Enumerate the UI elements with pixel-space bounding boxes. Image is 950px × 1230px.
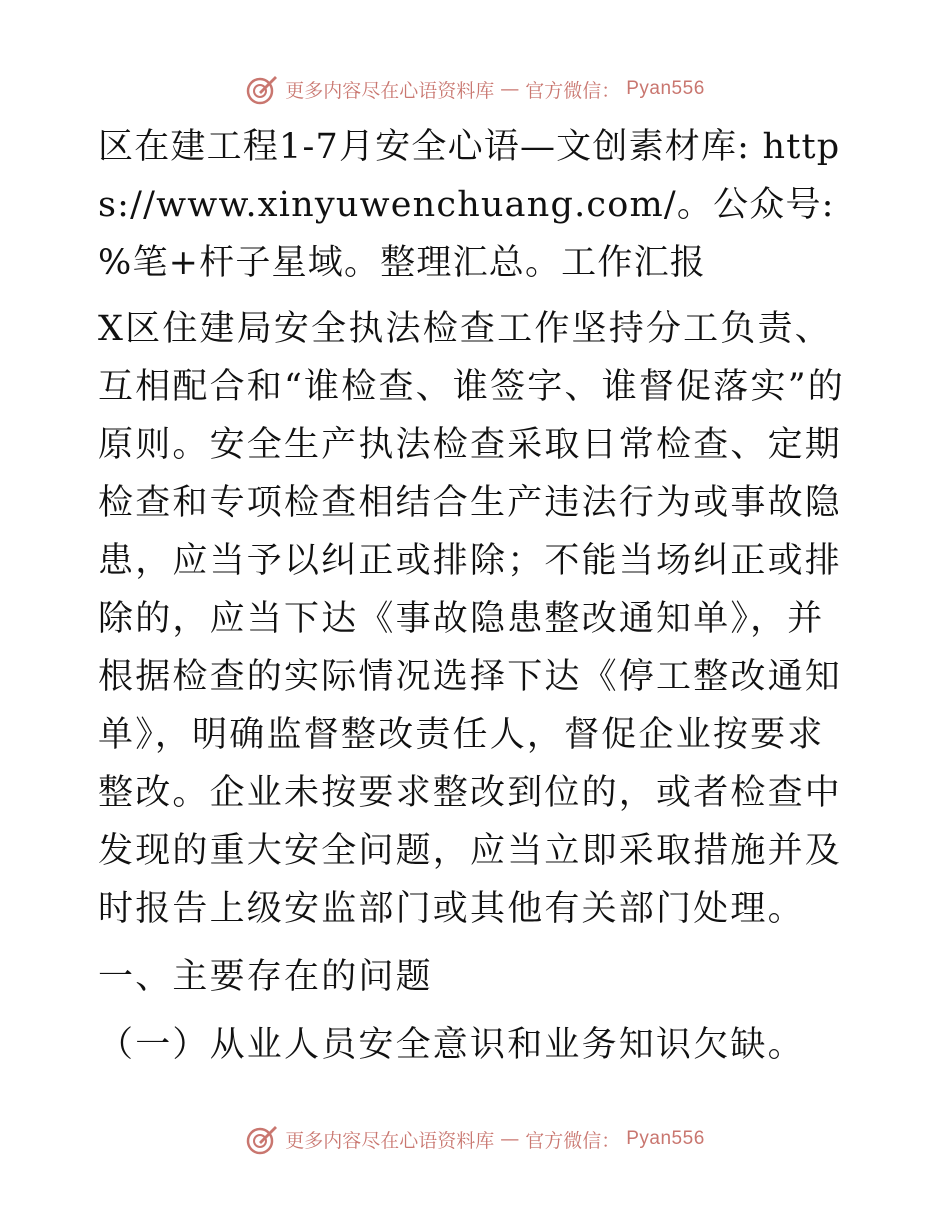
brush-logo-icon	[245, 1122, 279, 1156]
footer-watermark	[0, 1122, 950, 1156]
watermark-wechat-label: 官方微信：	[525, 1129, 621, 1152]
watermark-separator: —	[500, 78, 520, 100]
brush-logo-icon	[245, 72, 279, 106]
document-body	[98, 118, 850, 1082]
subsection-heading: （一）从业人员安全意识和业务知识欠缺。	[98, 1025, 805, 1065]
watermark-separator: —	[500, 1128, 520, 1150]
intro-paragraph: 区在建工程1-7月安全心语—文创素材库: https://www.xinyuwenchuang.com/。公众号: %笔+杆子星域。整理汇总。工作汇报	[98, 127, 841, 283]
header-watermark	[0, 72, 950, 106]
section-heading: 一、主要存在的问题	[98, 957, 433, 997]
watermark-text: 更多内容尽在心语资料库	[285, 79, 495, 102]
body-paragraph: X区住建局安全执法检查工作坚持分工负责、互相配合和“谁检查、谁签字、谁督促落实”的原则。安全生产执法检查采取日常检查、定期检查和专项检查相结合生产违法行为或事故隐患，应当予以纠正或排除；不能当场纠正或排除的，应当下达《事故隐患整改通知单》，并根据检查的实际情况选择下达《停工整改通知单》，明确监督整改责任人，督促企业按要求整改。企业未按要求整改到位的，或者检查中发现的重大安全问题，应当立即采取措施并及时报告上级安监部门或其他有关部门处理。	[98, 309, 845, 929]
watermark-wechat-id: Pyan556	[626, 1128, 705, 1149]
watermark-wechat-label: 官方微信：	[525, 79, 621, 102]
watermark-wechat-id: Pyan556	[626, 78, 705, 99]
watermark-text: 更多内容尽在心语资料库	[285, 1129, 495, 1152]
